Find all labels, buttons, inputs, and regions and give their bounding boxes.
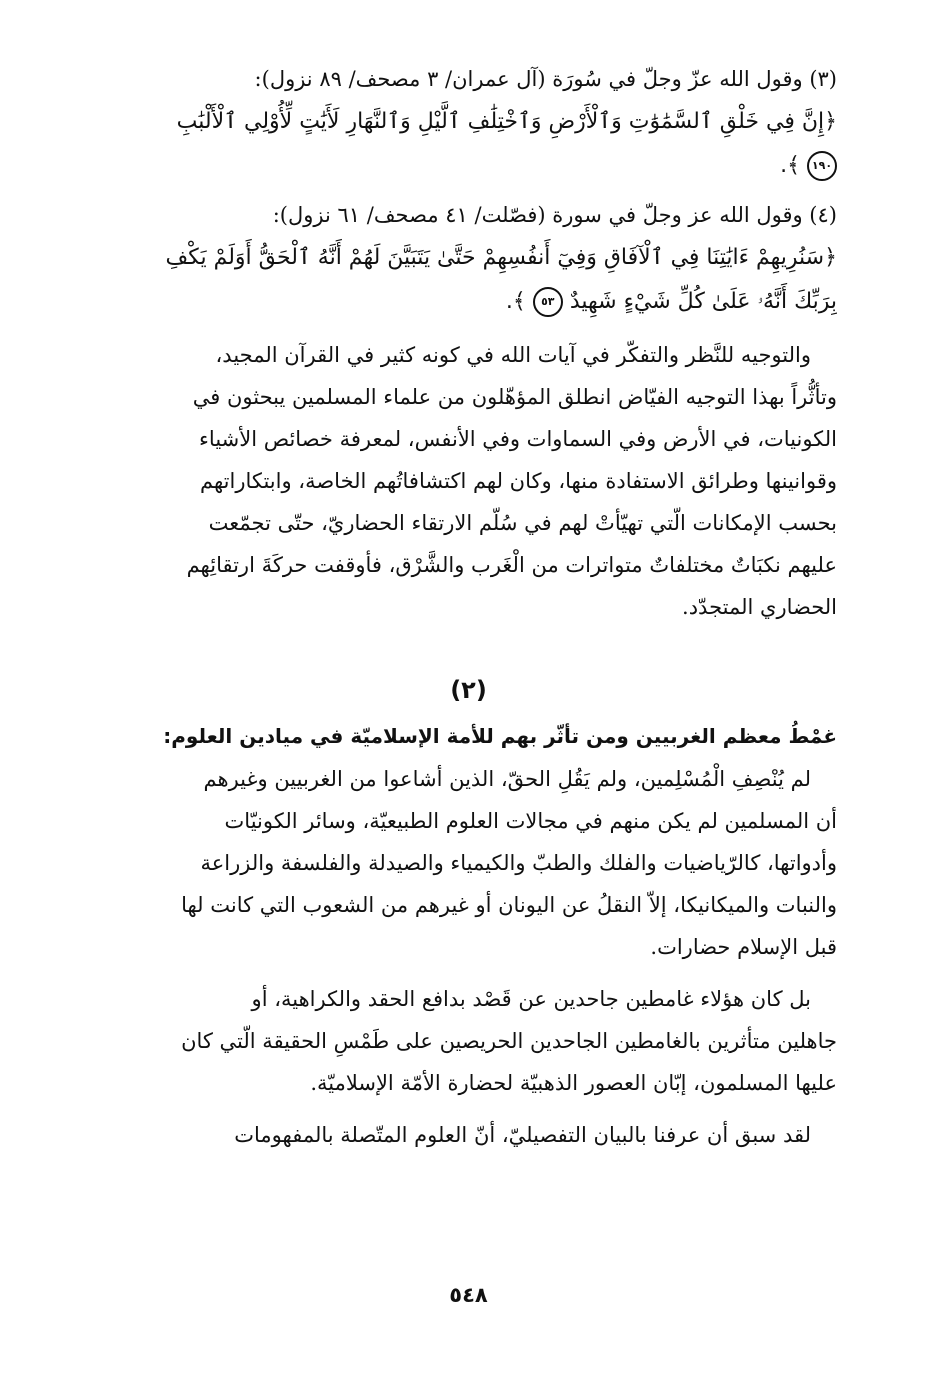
paragraph-contemplation [100, 334, 837, 628]
paragraph-line: لم يُنْصِفِ الْمُسْلِمين، ولم يَقُلِ الحقّ، الذين أشاعوا من الغربيين وغيرهم [203, 767, 811, 791]
paragraph-line: وأدواتها، كالرّياضيات والفلك والطبّ والكيمياء والصيدلة والفلسفة والزراعة [200, 851, 837, 875]
quran-verse-4-line-2 [100, 280, 837, 324]
verse-number-medallion: ٥٣ [533, 287, 563, 317]
verse-close-bracket: ﴾. [780, 153, 800, 178]
paragraph-line: عليها المسلمون، إبّان العصور الذهبيّة لحضارة الأمّة الإسلاميّة. [310, 1071, 837, 1095]
paragraph-deniers [100, 978, 837, 1104]
paragraph-line: والنبات والميكانيكا، إلاّ النقلُ عن اليونان أو غيرهم من الشعوب التي كانت لها [181, 893, 837, 917]
paragraph-line: بحسب الإمكانات الّتي تهيّأتْ لهم في سُلّم الارتقاء الحضاريّ، حتّى تجمّعت [208, 511, 837, 535]
section-heading: غمْطُ معظم الغربيين ومن تأثّر بهم للأمة الإسلاميّة في ميادين العلوم: [163, 724, 837, 748]
section-number: (٢) [450, 676, 487, 704]
verse-intro-3: (٣) وقول الله عزّ وجلّ في سُورَة (آل عمران/ ٣ مصحف/ ٨٩ نزول): [254, 67, 837, 91]
paragraph-line: وقوانينها وطرائق الاستفادة منها، وكان لهم اكتشافاتُهم الخاصة، وابتكاراتهم [200, 469, 837, 493]
paragraph-line: بل كان هؤلاء غامطين جاحدين عن قَصْد بدافع الحقد والكراهية، أو [251, 987, 811, 1011]
paragraph-line: وتأثُّراً بهذا التوجيه الفيّاض انطلق المؤهّلون من علماء المسلمين يبحثون في [192, 385, 837, 409]
page-number: ٥٤٨ [449, 1283, 488, 1307]
paragraph-line: جاهلين متأثرين بالغامطين الجاحدين الحريصين على طَمْسِ الحقيقة الّتي كان [181, 1029, 837, 1053]
quran-verse-3-line-2 [100, 144, 837, 188]
paragraph-line: أن المسلمين لم يكن منهم في مجالات العلوم الطبيعيّة، وسائر الكونيّات [224, 809, 837, 833]
quran-verse-4-line-1: ﴿سَنُرِيهِمْ ءَايَٰتِنَا فِي ٱلْآفَاقِ وَفِيٓ أَنفُسِهِمْ حَتَّىٰ يَتَبَيَّنَ لَهُمْ أَنَّهُ ٱلْحَقُّ أَوَلَمْ يَكْفِ [165, 245, 837, 270]
paragraph-injustice [100, 758, 837, 968]
paragraph-sciences [100, 1114, 837, 1156]
verse-close-bracket: ﴾. [505, 289, 526, 314]
paragraph-line: الحضاري المتجدّد. [682, 595, 837, 619]
paragraph-line: قبل الإسلام حضارات. [650, 935, 837, 959]
paragraph-line: والتوجيه للنَّظر والتفكّر في آيات الله في كونه كثير في القرآن المجيد، [215, 343, 811, 367]
verse-number-medallion: ١٩٠ [807, 151, 837, 181]
paragraph-line: عليهم نكبَاتٌ مختلفاتٌ متواترات من الْغَرب والشَّرْق، فأوقفت حركَةَ ارتقائِهم [186, 553, 837, 577]
page-body [100, 58, 837, 1156]
verse-intro-4: (٤) وقول الله عز وجلّ في سورة (فصّلت/ ٤١ مصحف/ ٦١ نزول): [272, 203, 837, 227]
quran-verse-3-line-1: ﴿إِنَّ فِي خَلْقِ ٱلسَّمَٰوَٰتِ وَٱلْأَرْضِ وَٱخْتِلَٰفِ ٱلَّيْلِ وَٱلنَّهَارِ لَأَيَٰتٍ لِّأُوْلِي ٱلْأَلْبَٰبِ [176, 109, 837, 134]
paragraph-line: لقد سبق أن عرفنا بالبيان التفصيليّ، أنّ العلوم المتّصلة بالمفهومات [234, 1123, 811, 1147]
paragraph-line: الكونيات، في الأرض وفي السماوات وفي الأنفس، لمعرفة خصائص الأشياء [199, 427, 837, 451]
verse-text: بِرَبِّكَ أَنَّهُۥ عَلَىٰ كُلِّ شَيْءٍ شَهِيدٌ [569, 289, 837, 314]
